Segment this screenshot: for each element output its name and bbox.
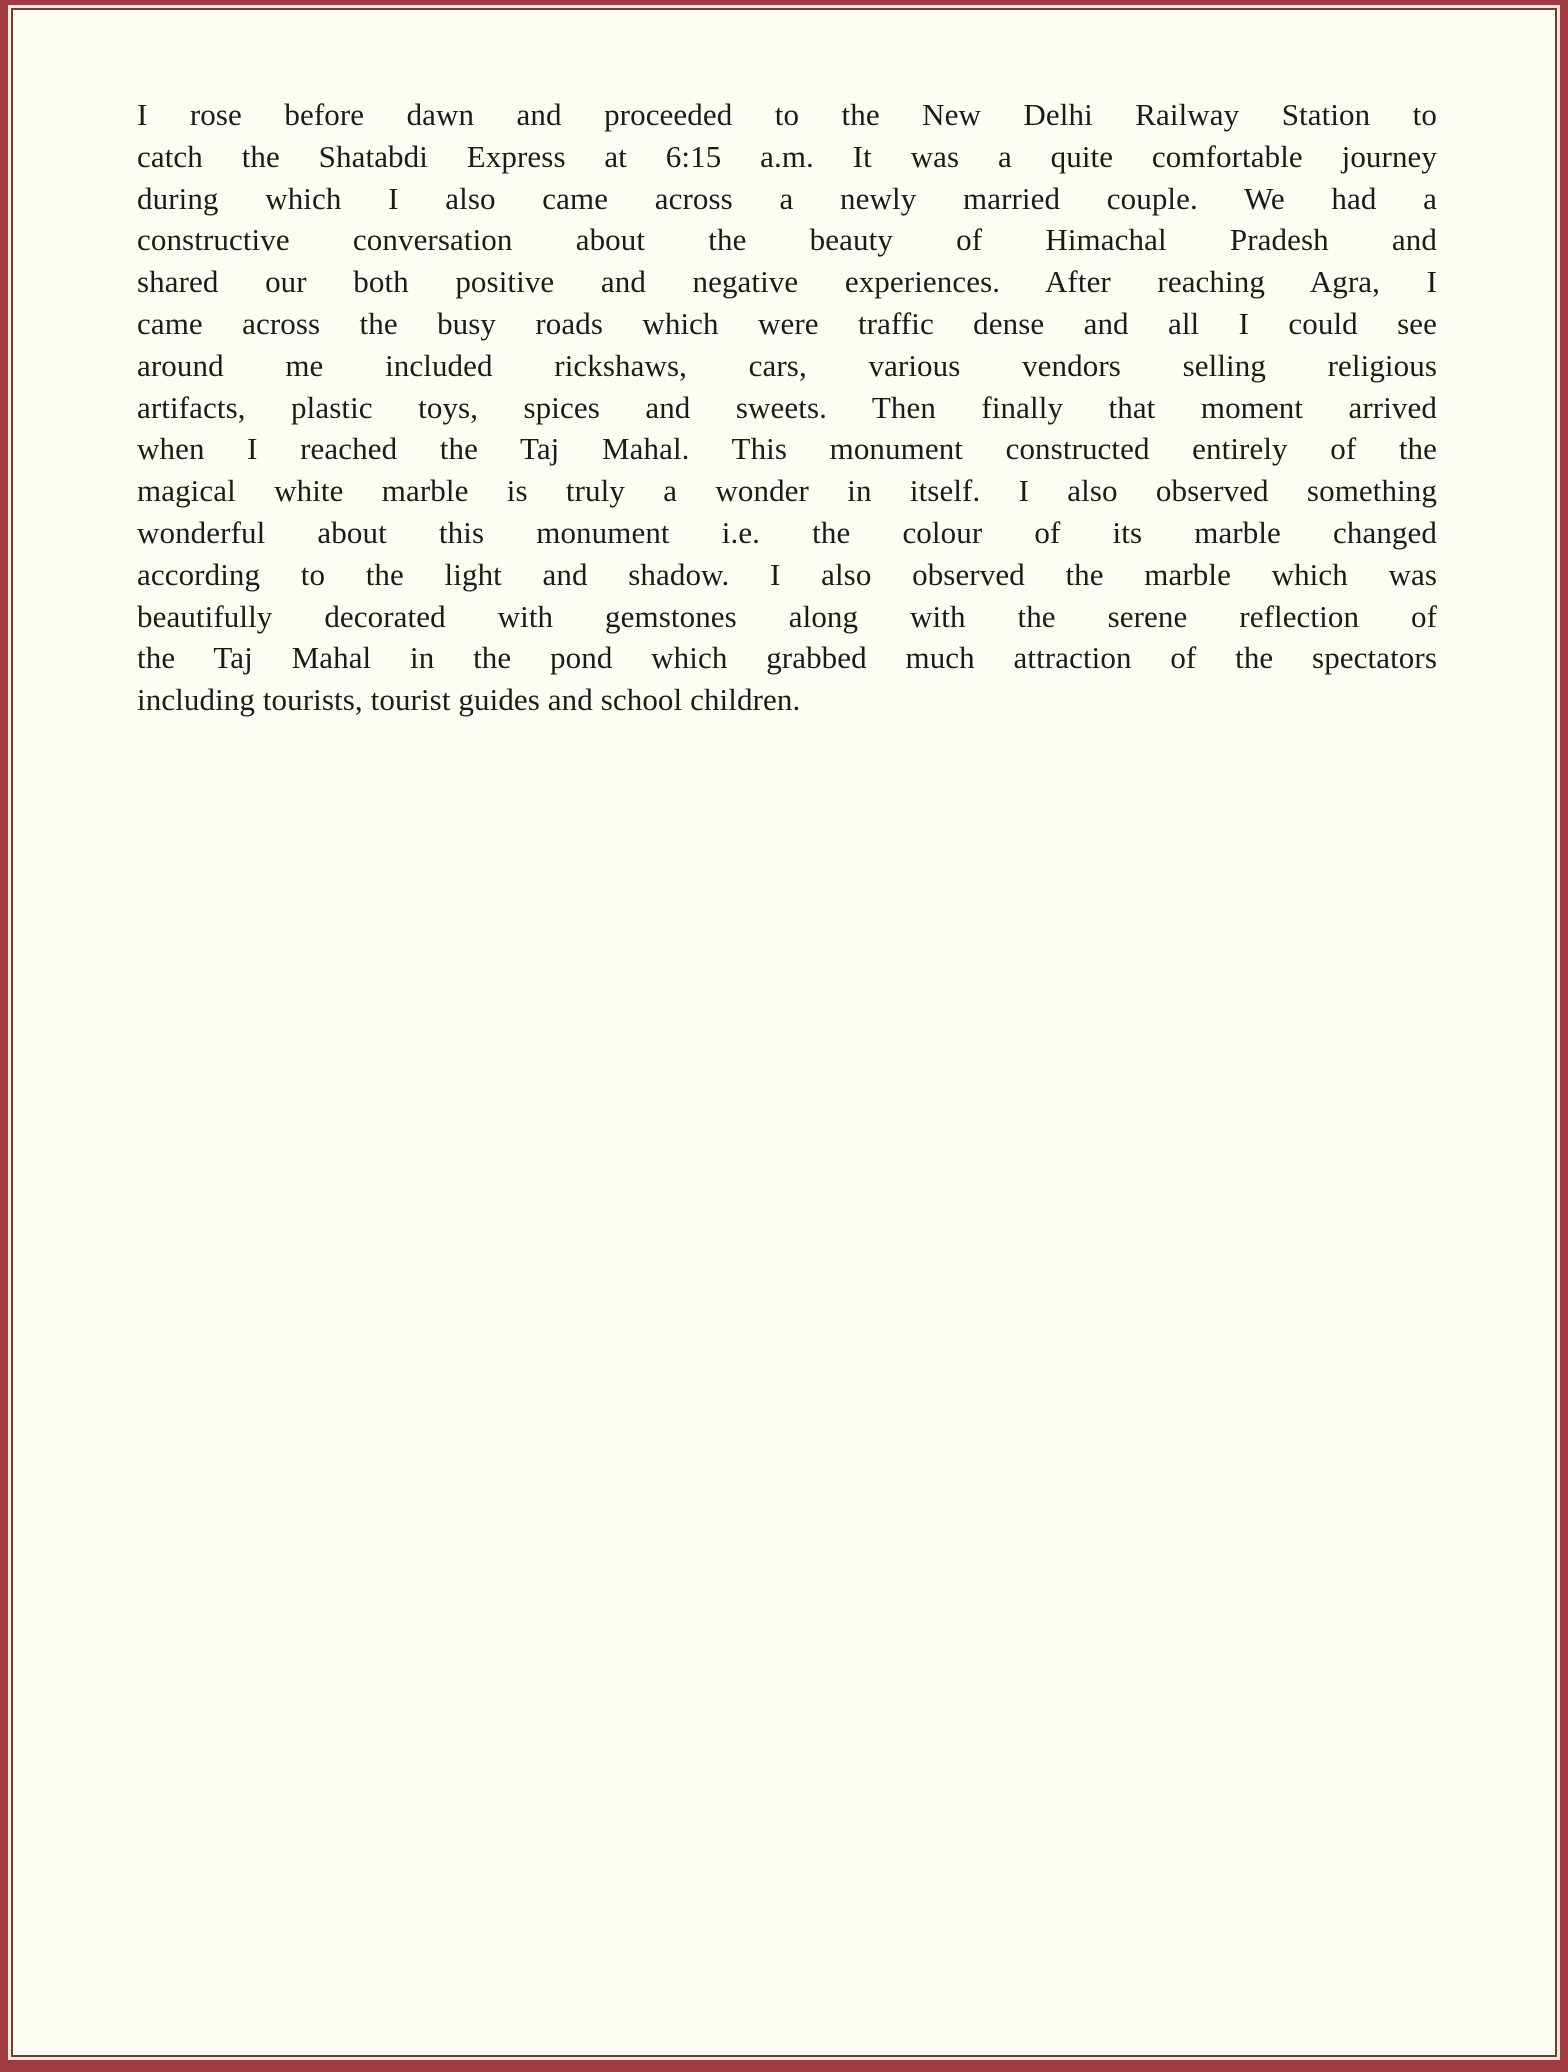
essay-line: around me included rickshaws, cars, various vendors selling religious: [137, 347, 1437, 383]
essay-line: magical white marble is truly a wonder in itself. I also observed something: [137, 473, 1437, 509]
essay-line: wonderful about this monument i.e. the colour of its marble changed: [137, 514, 1437, 550]
page-border-gap: [8, 5, 1560, 2060]
essay-line: according to the light and shadow. I also observed the marble which was: [137, 556, 1437, 592]
essay-line: including tourists, tourist guides and school children.: [137, 682, 801, 718]
essay-line: when I reached the Taj Mahal. This monument constructed entirely of the: [137, 431, 1437, 467]
essay-line: came across the busy roads which were traffic dense and all I could see: [137, 305, 1437, 341]
page-sheet: [11, 8, 1557, 2057]
essay-line: constructive conversation about the beauty of Himachal Pradesh and: [137, 222, 1437, 258]
essay-line: shared our both positive and negative experiences. After reaching Agra, I: [137, 264, 1437, 300]
essay-line: the Taj Mahal in the pond which grabbed much attraction of the spectators: [137, 640, 1437, 676]
essay-line: I rose before dawn and proceeded to the New Delhi Railway Station to: [137, 97, 1437, 132]
essay-line: beautifully decorated with gemstones along with the serene reflection of: [137, 598, 1437, 634]
essay-line: during which I also came across a newly married couple. We had a: [137, 180, 1437, 216]
essay-line: catch the Shatabdi Express at 6:15 a.m. It was a quite comfortable journey: [137, 138, 1437, 174]
essay-line: artifacts, plastic toys, spices and sweets. Then finally that moment arrived: [137, 389, 1437, 425]
essay-paragraph: [137, 94, 1437, 721]
